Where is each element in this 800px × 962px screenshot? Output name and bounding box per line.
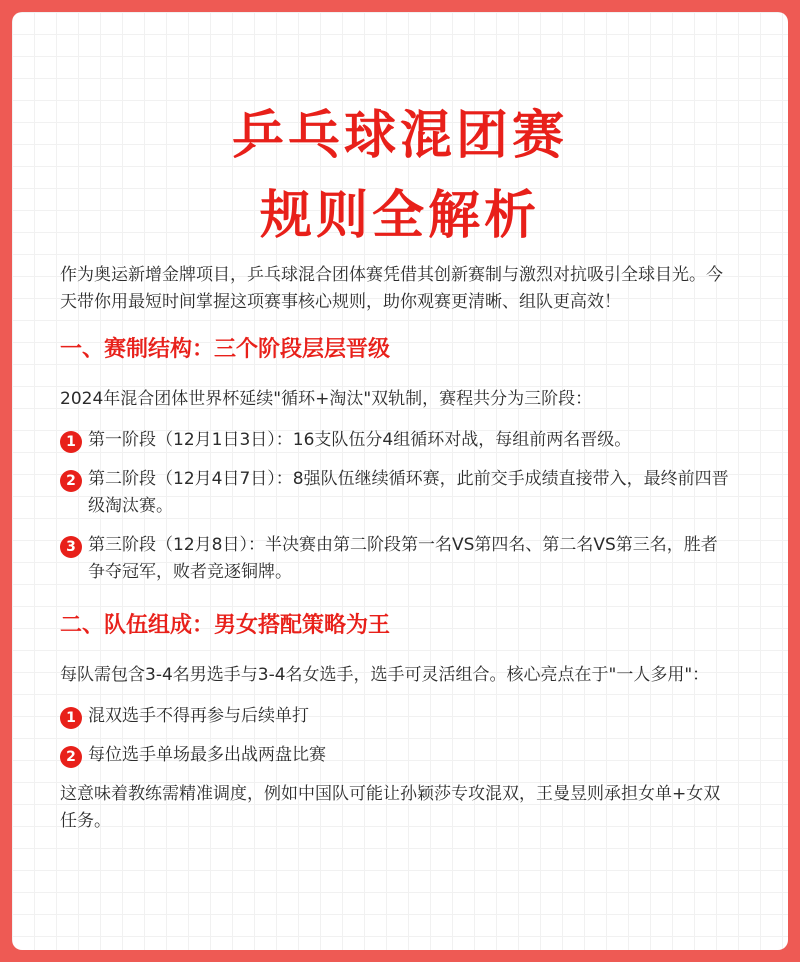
list-item-text: 每位选手单场最多出战两盘比赛: [88, 745, 326, 765]
list-item-text: 第三阶段（12月8日）：半决赛由第二阶段第一名VS第四名、第二名VS第三名，胜者争夺冠军，败者竞逐铜牌。: [88, 535, 718, 582]
list-item: [60, 466, 734, 520]
article-content: [60, 262, 734, 835]
number-badge-icon: 1: [60, 431, 82, 453]
title-line-2: 规则全解析: [259, 186, 540, 246]
section-1-lead: 2024年混合团体世界杯延续"循环+淘汰"双轨制，赛程共分为三阶段：: [60, 389, 593, 409]
list-item-text: 混双选手不得再参与后续单打: [88, 706, 309, 726]
intro-paragraph: 作为奥运新增金牌项目，乒乓球混合团体赛凭借其创新赛制与激烈对抗吸引全球目光。今天带你用最短时间掌握这项赛事核心规则，助你观赛更清晰、组队更高效！: [60, 265, 723, 312]
list-item: [60, 703, 734, 730]
list-item: [60, 427, 734, 454]
list-item-text: 第一阶段（12月1日3日）：16支队伍分4组循环对战，每组前两名晋级。: [88, 430, 632, 450]
article-card: [12, 12, 788, 950]
section-1-heading: 一、赛制结构：三个阶段层层晋级: [60, 337, 391, 362]
list-item-text: 第二阶段（12月4日7日）：8强队伍继续循环赛，此前交手成绩直接带入，最终前四晋级淘汰赛。: [88, 469, 729, 516]
section-1-list: [60, 427, 734, 586]
closing-paragraph: 这意味着教练需精准调度，例如中国队可能让孙颖莎专攻混双，王曼昱则承担女单+女双任务。: [60, 784, 721, 831]
section-2-lead: 每队需包含3-4名男选手与3-4名女选手，选手可灵活组合。核心亮点在于"一人多用"：: [60, 665, 710, 685]
number-badge-icon: 2: [60, 746, 82, 768]
number-badge-icon: 3: [60, 536, 82, 558]
list-item: [60, 532, 734, 586]
list-item: [60, 742, 734, 769]
number-badge-icon: 1: [60, 707, 82, 729]
section-2-heading: 二、队伍组成：男女搭配策略为王: [60, 613, 391, 638]
title-line-1: 乒乓球混团赛: [231, 106, 568, 166]
section-2-list: [60, 703, 734, 769]
number-badge-icon: 2: [60, 470, 82, 492]
